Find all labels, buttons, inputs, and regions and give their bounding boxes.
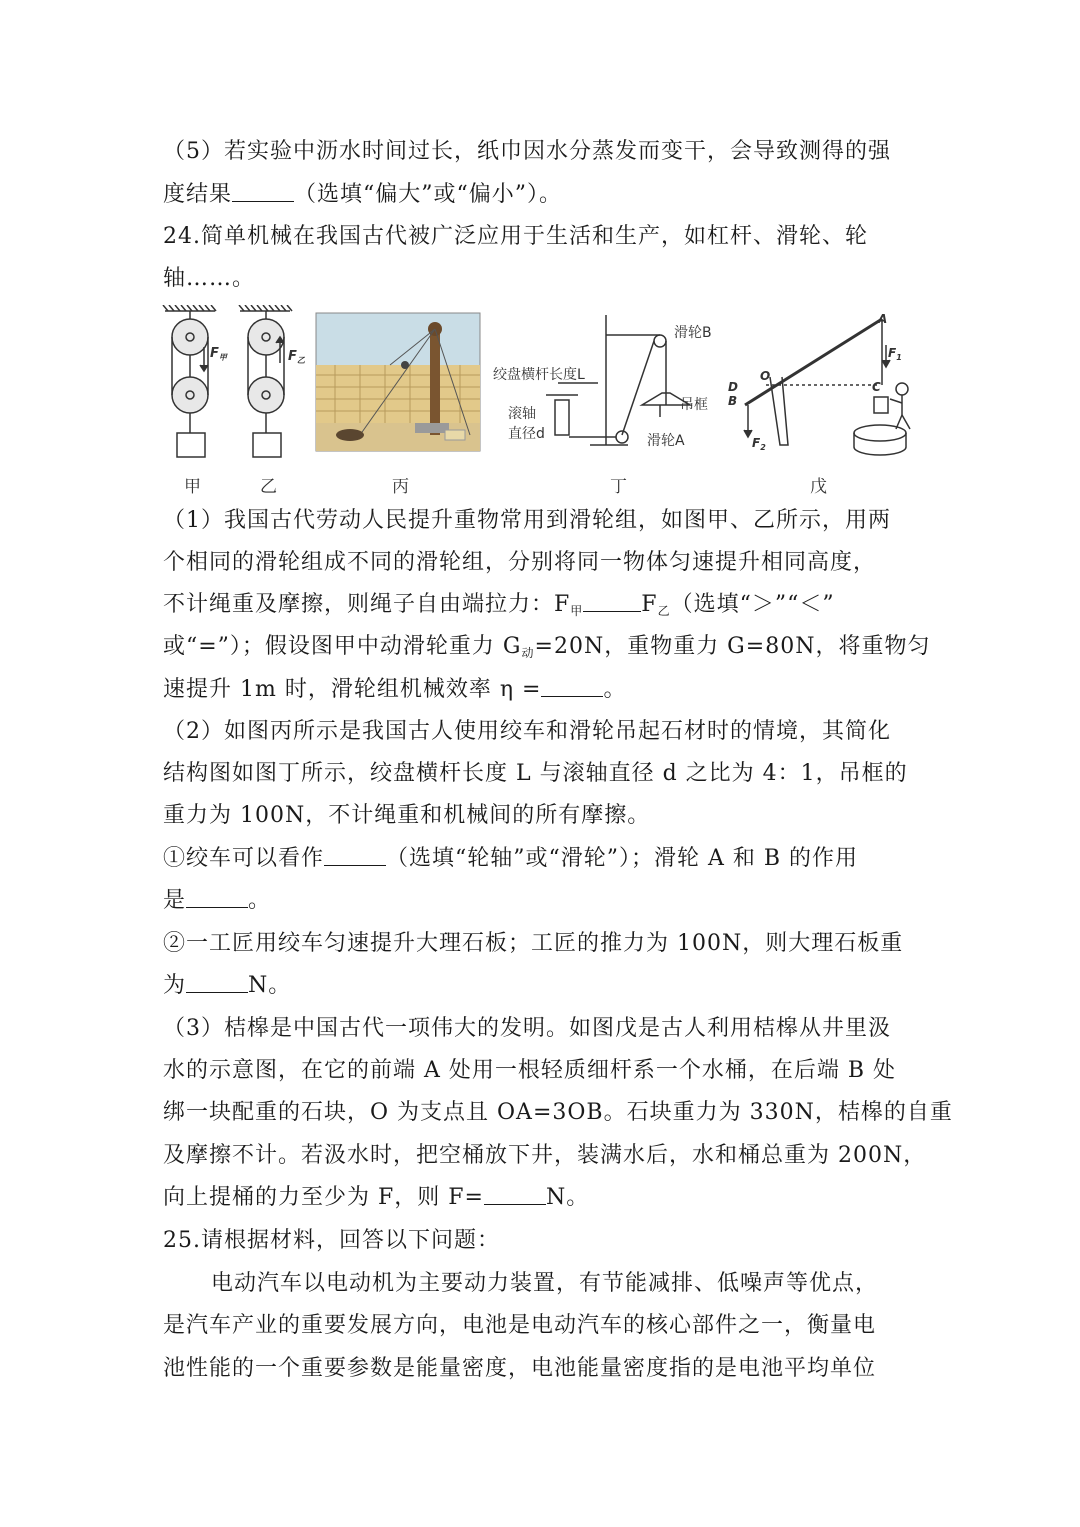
answer-blank[interactable] [541, 678, 603, 697]
pulley-jia [163, 305, 216, 457]
text-line: ①绞车可以看作 （选填“轮轴”或“滑轮”）；滑轮 A 和 B 的作用 [163, 846, 859, 871]
f-jia-label: $F_甲$ [210, 346, 227, 362]
wu-f1-label: $F_1$ [888, 346, 902, 362]
text-line: ②一工匠用绞车匀速提升大理石板；工匠的推力为 100N，则大理石板重 [163, 931, 904, 956]
answer-blank[interactable] [583, 593, 641, 612]
text-line: 是汽车产业的重要发展方向，电池是电动汽车的核心部件之一，衡量电 [163, 1313, 877, 1338]
winch-scene-illustration [316, 313, 480, 451]
text-line: 度结果 （选填“偏大”或“偏小”）。 [163, 182, 563, 207]
ding-axle-label-2: 直径d [508, 426, 545, 442]
figure-caption-bing: 丙 [392, 477, 409, 497]
text-line: 池性能的一个重要参数是能量密度，电池能量密度指的是电池平均单位 [163, 1356, 877, 1381]
answer-blank[interactable] [324, 847, 386, 866]
text-line: 个相同的滑轮组成不同的滑轮组，分别将同一物体匀速提升相同高度， [163, 550, 877, 575]
question-25: 25.请根据材料，回答以下问题： [163, 1228, 500, 1253]
text-line: 速提升 1m 时，滑轮组机械效率 η = 。 [163, 677, 627, 702]
text-line: 或“=”）；假设图甲中动滑轮重力 $G_动=20N$，重物重力 G=80N，将重物匀 [163, 634, 931, 660]
wu-o-label: O [760, 369, 771, 383]
text-line: 结构图如图丁所示，绞盘横杆长度 L 与滚轴直径 d 之比为 4：1，吊框的 [163, 761, 908, 786]
ding-axle-label-1: 滚轴 [508, 406, 536, 422]
text-line: 及摩擦不计。若汲水时，把空桶放下井，装满水后，水和桶总重为 200N， [163, 1143, 927, 1168]
question-24-3: （3）桔槔是中国古代一项伟大的发明。如图戊是古人利用桔槔从井里汲 [163, 1016, 891, 1041]
text-line: 向上提桶的力至少为 F，则 F= N。 [163, 1185, 590, 1210]
wu-f2-label: $F_2$ [752, 436, 766, 452]
figure-caption-jia: 甲 [184, 477, 201, 497]
material-paragraph: 电动汽车以电动机为主要动力装置，有节能减排、低噪声等优点， [211, 1271, 879, 1296]
question-24-1: （1）我国古代劳动人民提升重物常用到滑轮组，如图甲、乙所示，用两 [163, 508, 891, 533]
answer-blank[interactable] [484, 1186, 546, 1205]
figure-caption-wu: 戊 [810, 477, 827, 497]
text-line: 是 。 [163, 888, 272, 913]
figure-caption-ding: 丁 [610, 477, 627, 497]
wu-b-label: B [728, 394, 738, 408]
answer-blank[interactable] [186, 889, 248, 908]
wu-d-label: D [728, 380, 738, 394]
wu-c-label: C [872, 380, 881, 394]
figures-svg [160, 305, 920, 500]
text-line: 为 N。 [163, 973, 292, 998]
answer-blank[interactable] [232, 183, 294, 202]
ding-pulley-a-label: 滑轮A [647, 433, 685, 449]
figure-row [160, 305, 920, 500]
text-line: 轴……。 [163, 266, 256, 291]
text-line: 不计绳重及摩擦，则绳子自由端拉力：$F_甲$ $F_乙$（选填“＞”“＜” [163, 592, 835, 618]
f-yi-label: $F_乙$ [288, 349, 305, 365]
text-line: 重力为 100N，不计绳重和机械间的所有摩擦。 [163, 803, 651, 828]
ding-pulley-b-label: 滑轮B [674, 325, 712, 341]
question-24: 24.简单机械在我国古代被广泛应用于生活和生产，如杠杆、滑轮、轮 [163, 224, 868, 249]
ding-frame-label: 吊框 [680, 397, 708, 413]
answer-blank[interactable] [186, 974, 248, 993]
text-line: 水的示意图，在它的前端 A 处用一根轻质细杆系一个水桶，在后端 B 处 [163, 1058, 897, 1083]
text-line: （5）若实验中沥水时间过长，纸巾因水分蒸发而变干，会导致测得的强 [163, 139, 891, 164]
pulley-yi [239, 305, 292, 457]
figure-caption-yi: 乙 [260, 477, 277, 497]
wu-a-label: A [878, 312, 888, 326]
ding-lever-label: 绞盘横杆长度L [493, 367, 585, 383]
question-24-2: （2）如图丙所示是我国古人使用绞车和滑轮吊起石材时的情境，其简化 [163, 719, 891, 744]
text-line: 绑一块配重的石块，O 为支点且 OA=3OB。石块重力为 330N，桔槔的自重 [163, 1100, 953, 1125]
well-sweep-diagram [744, 319, 910, 455]
